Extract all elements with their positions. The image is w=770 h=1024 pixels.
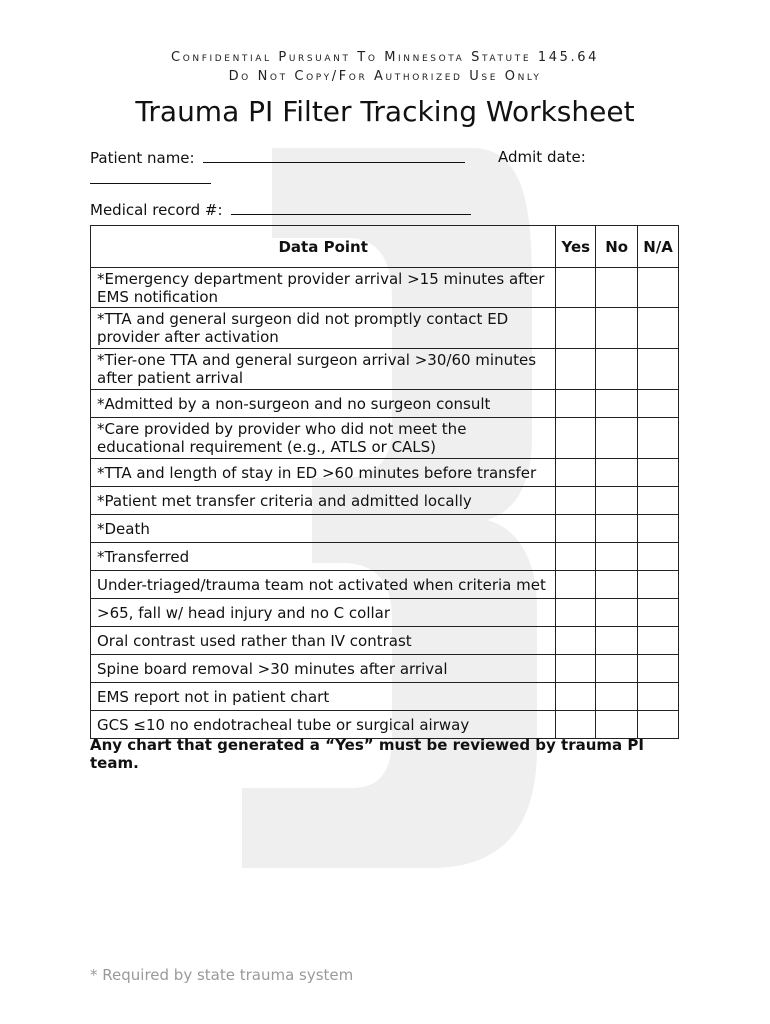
checkbox-yes[interactable] bbox=[556, 683, 596, 711]
admit-date-line[interactable] bbox=[90, 169, 211, 184]
checkbox-no[interactable] bbox=[596, 683, 638, 711]
patient-name-line[interactable] bbox=[203, 148, 465, 163]
data-point-label: *Admitted by a non-surgeon and no surgeon consult bbox=[91, 390, 556, 418]
confidential-notice-line1: Confidential Pursuant To Minnesota Statute 145.64 bbox=[171, 50, 599, 65]
checkbox-yes[interactable] bbox=[556, 349, 596, 390]
data-point-label: *TTA and length of stay in ED >60 minutes before transfer bbox=[91, 459, 556, 487]
medical-record-label: Medical record #: bbox=[90, 201, 223, 219]
checkbox-yes[interactable] bbox=[556, 459, 596, 487]
checkbox-yes[interactable] bbox=[556, 308, 596, 349]
data-point-label: *TTA and general surgeon did not promptly contact ED provider after activation bbox=[91, 308, 556, 349]
checkbox-no[interactable] bbox=[596, 418, 638, 459]
checkbox-no[interactable] bbox=[596, 571, 638, 599]
table-row bbox=[91, 390, 679, 418]
header-yes: Yes bbox=[556, 226, 596, 268]
data-point-label: >65, fall w/ head injury and no C collar bbox=[91, 599, 556, 627]
footer-note: * Required by state trauma system bbox=[90, 966, 354, 984]
table-row bbox=[91, 459, 679, 487]
checkbox-no[interactable] bbox=[596, 459, 638, 487]
checkbox-na[interactable] bbox=[638, 418, 679, 459]
checkbox-yes[interactable] bbox=[556, 515, 596, 543]
table-row bbox=[91, 487, 679, 515]
checkbox-na[interactable] bbox=[638, 543, 679, 571]
medical-record-field bbox=[90, 200, 471, 219]
checkbox-na[interactable] bbox=[638, 268, 679, 308]
checkbox-no[interactable] bbox=[596, 349, 638, 390]
checkbox-no[interactable] bbox=[596, 487, 638, 515]
data-point-label: *Transferred bbox=[91, 543, 556, 571]
checkbox-no[interactable] bbox=[596, 599, 638, 627]
checkbox-na[interactable] bbox=[638, 459, 679, 487]
table-row bbox=[91, 711, 679, 739]
checkbox-yes[interactable] bbox=[556, 390, 596, 418]
table-row bbox=[91, 571, 679, 599]
table-row bbox=[91, 627, 679, 655]
checkbox-na[interactable] bbox=[638, 390, 679, 418]
checkbox-yes[interactable] bbox=[556, 487, 596, 515]
checkbox-no[interactable] bbox=[596, 390, 638, 418]
checkbox-yes[interactable] bbox=[556, 418, 596, 459]
data-point-label: Under-triaged/trauma team not activated when criteria met bbox=[91, 571, 556, 599]
table-row bbox=[91, 599, 679, 627]
data-point-label: Spine board removal >30 minutes after arrival bbox=[91, 655, 556, 683]
checkbox-na[interactable] bbox=[638, 571, 679, 599]
checkbox-na[interactable] bbox=[638, 627, 679, 655]
checkbox-yes[interactable] bbox=[556, 627, 596, 655]
checkbox-na[interactable] bbox=[638, 515, 679, 543]
checkbox-no[interactable] bbox=[596, 711, 638, 739]
checkbox-no[interactable] bbox=[596, 543, 638, 571]
header-data-point: Data Point bbox=[91, 226, 556, 268]
checkbox-no[interactable] bbox=[596, 655, 638, 683]
checkbox-yes[interactable] bbox=[556, 543, 596, 571]
checkbox-na[interactable] bbox=[638, 308, 679, 349]
data-point-label: GCS ≤10 no endotracheal tube or surgical airway bbox=[91, 711, 556, 739]
table-row bbox=[91, 683, 679, 711]
page-title: Trauma PI Filter Tracking Worksheet bbox=[135, 95, 635, 128]
data-point-label: *Emergency department provider arrival >15 minutes after EMS notification bbox=[91, 268, 556, 308]
checkbox-no[interactable] bbox=[596, 268, 638, 308]
header-na: N/A bbox=[638, 226, 679, 268]
admit-date-line-wrap bbox=[90, 169, 211, 188]
review-note: Any chart that generated a “Yes” must be reviewed by trauma PI team. bbox=[90, 736, 644, 772]
checkbox-no[interactable] bbox=[596, 627, 638, 655]
data-point-label: *Care provided by provider who did not meet the educational requirement (e.g., ATLS or CALS) bbox=[91, 418, 556, 459]
data-point-label: EMS report not in patient chart bbox=[91, 683, 556, 711]
checkbox-no[interactable] bbox=[596, 308, 638, 349]
checkbox-na[interactable] bbox=[638, 487, 679, 515]
medical-record-line[interactable] bbox=[231, 200, 471, 215]
checkbox-yes[interactable] bbox=[556, 599, 596, 627]
table-row bbox=[91, 655, 679, 683]
checkbox-no[interactable] bbox=[596, 515, 638, 543]
checkbox-yes[interactable] bbox=[556, 268, 596, 308]
checkbox-na[interactable] bbox=[638, 349, 679, 390]
patient-name-field bbox=[90, 148, 465, 167]
data-point-label: *Death bbox=[91, 515, 556, 543]
data-point-table bbox=[90, 225, 679, 739]
table-row bbox=[91, 515, 679, 543]
table-row bbox=[91, 268, 679, 308]
checkbox-na[interactable] bbox=[638, 599, 679, 627]
patient-name-label: Patient name: bbox=[90, 149, 195, 167]
checkbox-na[interactable] bbox=[638, 683, 679, 711]
table-row bbox=[91, 308, 679, 349]
table-body bbox=[91, 268, 679, 739]
checkbox-yes[interactable] bbox=[556, 571, 596, 599]
checkbox-yes[interactable] bbox=[556, 711, 596, 739]
admit-date-label: Admit date: bbox=[498, 148, 586, 166]
table-row bbox=[91, 418, 679, 459]
data-point-label: *Tier-one TTA and general surgeon arrival >30/60 minutes after patient arrival bbox=[91, 349, 556, 390]
header-no: No bbox=[596, 226, 638, 268]
checkbox-yes[interactable] bbox=[556, 655, 596, 683]
checkbox-na[interactable] bbox=[638, 655, 679, 683]
table-header-row bbox=[91, 226, 679, 268]
data-point-label: *Patient met transfer criteria and admitted locally bbox=[91, 487, 556, 515]
checkbox-na[interactable] bbox=[638, 711, 679, 739]
admit-date-field bbox=[498, 148, 586, 166]
data-point-label: Oral contrast used rather than IV contrast bbox=[91, 627, 556, 655]
table-row bbox=[91, 349, 679, 390]
table-row bbox=[91, 543, 679, 571]
confidential-notice-line2: Do Not Copy/For Authorized Use Only bbox=[228, 69, 542, 84]
